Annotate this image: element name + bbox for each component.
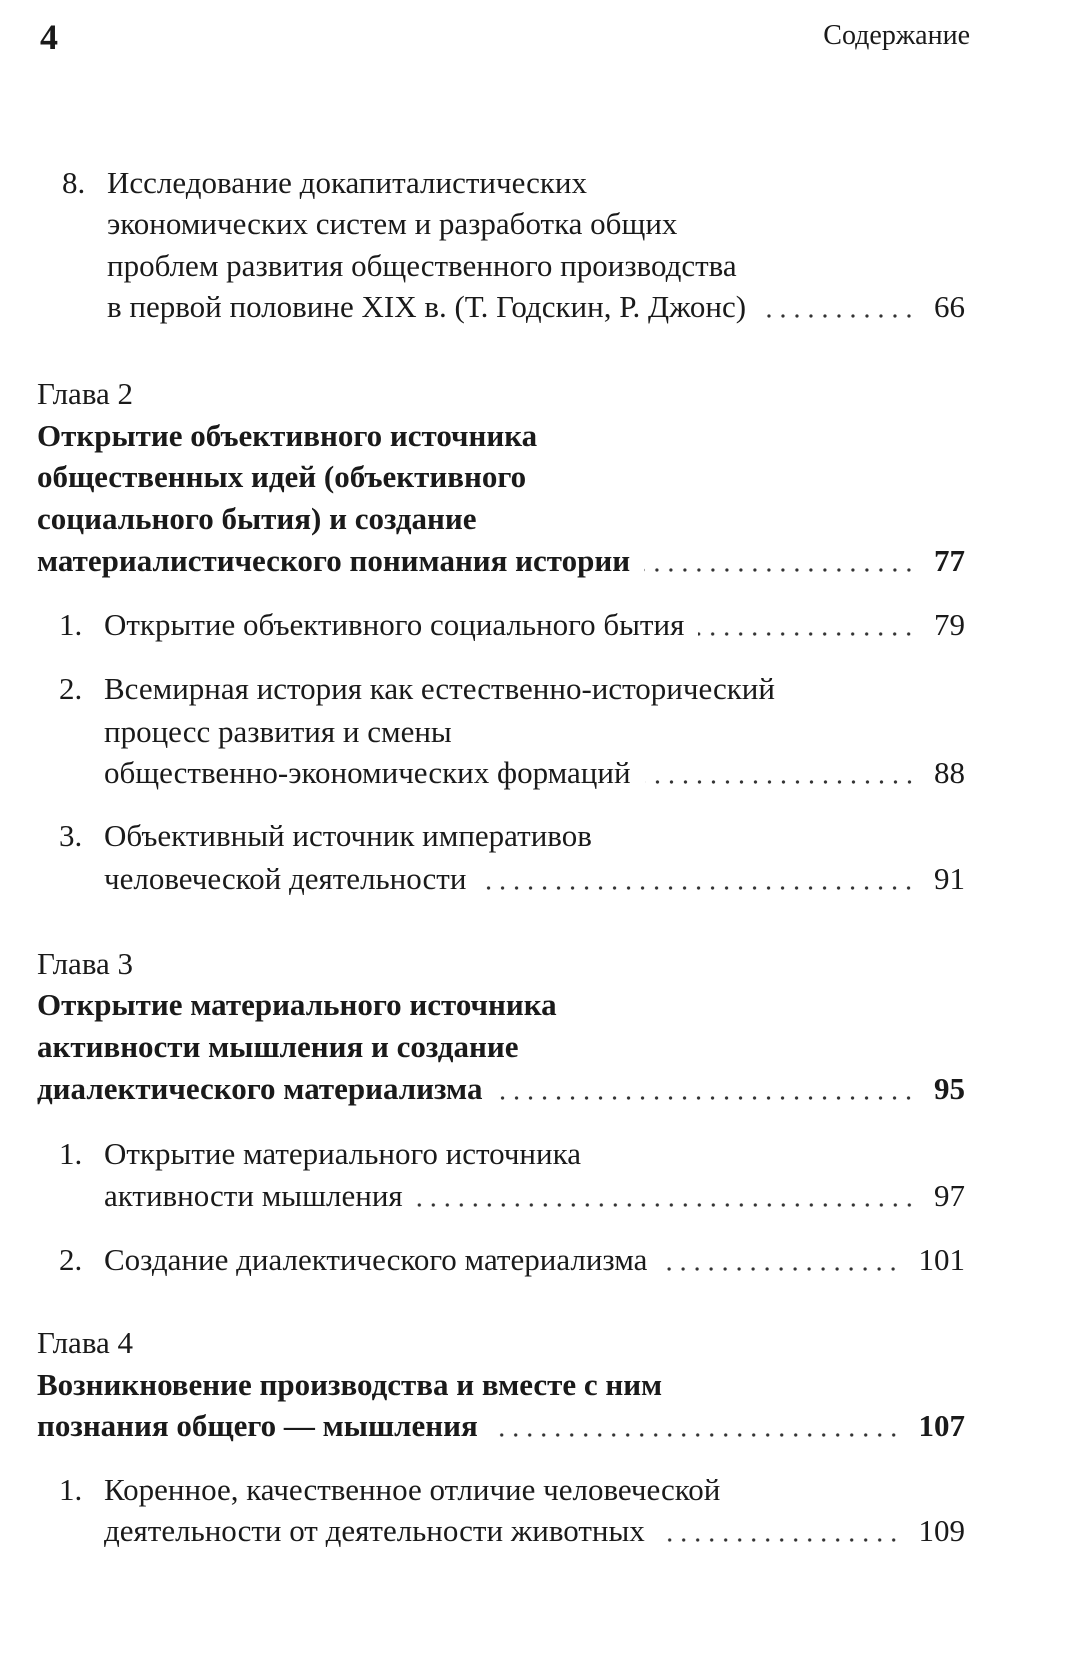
chapter-title-line: [37, 456, 965, 498]
chapter-title-line: [37, 540, 965, 582]
toc-line: [59, 1239, 965, 1281]
running-title: Содержание: [823, 20, 970, 51]
page-ref: 91: [934, 861, 965, 896]
toc-line: [59, 604, 965, 646]
dot-leader: [480, 858, 916, 900]
page-ref: 66: [934, 289, 965, 324]
dot-leader: [661, 1239, 900, 1281]
item-number: 8.: [62, 165, 86, 200]
toc-text: Открытие материального источника: [37, 987, 557, 1022]
chapter-title-line: [37, 1405, 965, 1447]
toc-line: [107, 203, 965, 245]
toc-line: [104, 711, 965, 753]
toc-text: познания общего — мышления: [37, 1408, 478, 1443]
toc-text: экономических систем и разработка общих: [107, 206, 678, 241]
item-number: 2.: [59, 671, 83, 706]
chapter-label: [37, 1322, 965, 1364]
toc-text: Исследование докапиталистических: [107, 165, 588, 200]
dot-leader: [492, 1405, 901, 1447]
toc-text: Объективный источник императивов: [104, 818, 592, 853]
dot-leader: [645, 752, 916, 794]
chapter-title-line: [37, 498, 965, 540]
toc-line: [104, 1510, 965, 1552]
toc-text: Коренное, качественное отличие человеческой: [104, 1472, 721, 1507]
item-number: 3.: [59, 818, 83, 853]
toc-text: социального бытия) и создание: [37, 501, 477, 536]
item-number: 1.: [59, 607, 83, 642]
chapter-label-text: Глава 3: [37, 946, 134, 981]
toc-line: [104, 1175, 965, 1217]
page-ref: 107: [918, 1408, 965, 1443]
toc-text: деятельности от деятельности животных: [104, 1513, 645, 1548]
item-number: 1.: [59, 1136, 83, 1171]
toc-text: проблем развития общественного производства: [107, 248, 737, 283]
page-ref: 109: [918, 1513, 965, 1548]
toc-text: Открытие материального источника: [104, 1136, 581, 1171]
toc-text: Открытие объективного социального бытия: [104, 607, 685, 642]
toc-line: [107, 286, 965, 328]
page-ref: 101: [918, 1242, 965, 1277]
page-ref: 77: [934, 543, 965, 578]
page-ref: 88: [934, 755, 965, 790]
chapter-title-line: [37, 1026, 965, 1068]
chapter-label-text: Глава 4: [37, 1325, 134, 1360]
toc-line: [59, 1133, 965, 1175]
chapter-title-line: [37, 1068, 965, 1110]
toc-line: [59, 668, 965, 710]
dot-leader: [760, 286, 916, 328]
toc-text: процесс развития и смены: [104, 714, 452, 749]
toc-text: общественных идей (объективного: [37, 459, 527, 494]
toc-line: [59, 815, 965, 857]
toc-text: человеческой деятельности: [104, 861, 467, 896]
toc-text: диалектического материализма: [37, 1071, 483, 1106]
item-number: 1.: [59, 1472, 83, 1507]
toc-text: в первой половине XIX в. (Т. Годскин, Р. Джонс): [107, 289, 747, 324]
item-number: 2.: [59, 1242, 83, 1277]
chapter-title-line: [37, 984, 965, 1026]
chapter-label: [37, 943, 965, 985]
dot-leader: [644, 540, 916, 582]
page-ref: 95: [934, 1071, 965, 1106]
dot-leader: [496, 1068, 916, 1110]
toc-line: [104, 752, 965, 794]
page-ref: 97: [934, 1178, 965, 1213]
toc-text: Возникновение производства и вместе с ним: [37, 1367, 663, 1402]
toc-text: общественно-экономических формаций: [104, 755, 631, 790]
chapter-title-line: [37, 415, 965, 457]
page-ref: 79: [934, 607, 965, 642]
dot-leader: [659, 1510, 901, 1552]
chapter-label-text: Глава 2: [37, 376, 134, 411]
toc-line: [62, 162, 965, 204]
toc-line: [104, 858, 965, 900]
toc-text: Всемирная история как естественно-исторический: [104, 671, 775, 706]
toc-text: материалистического понимания истории: [37, 543, 631, 578]
toc-text: Открытие объективного источника: [37, 418, 538, 453]
toc-text: активности мышления и создание: [37, 1029, 519, 1064]
chapter-title-line: [37, 1364, 965, 1406]
dot-leader: [417, 1175, 916, 1217]
page-number: 4: [40, 17, 58, 57]
toc-text: активности мышления: [104, 1178, 403, 1213]
toc-line: [59, 1469, 965, 1511]
toc-text: Создание диалектического материализма: [104, 1242, 648, 1277]
toc-line: [107, 245, 965, 287]
dot-leader: [698, 604, 916, 646]
chapter-label: [37, 373, 965, 415]
